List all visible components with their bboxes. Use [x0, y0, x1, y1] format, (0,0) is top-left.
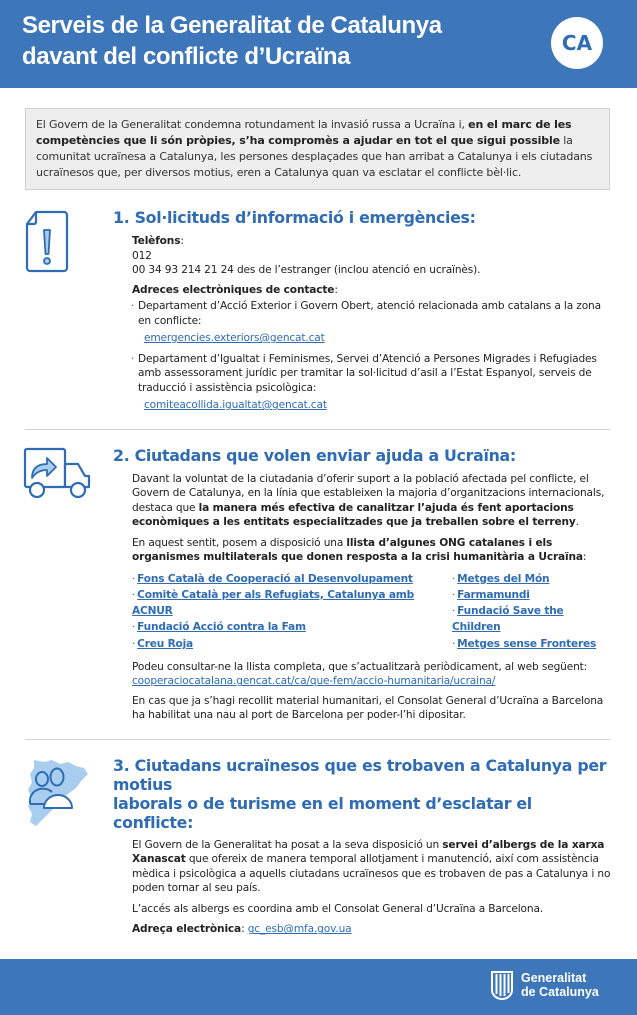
ngo-item	[132, 619, 442, 635]
ngo-link[interactable]: Farmamundi	[457, 588, 530, 601]
colon: :	[241, 923, 245, 936]
section-3-body	[113, 838, 612, 937]
hostels-paragraph	[132, 838, 612, 896]
section-2-title: 2. Ciutadans que volen enviar ajuda a Ucraïna:	[113, 445, 516, 465]
language-badge[interactable]: CA	[551, 17, 603, 69]
logo-line1: Generalitat	[521, 970, 587, 985]
ngo-item	[452, 571, 612, 587]
intro-text-end: la comunitat ucraïnesa a Catalunya, les persones desplaçades que han arribat a Catalunya i els ciutadans ucraïnesos que, per diversos motius, eren a Catalunya quan va esclatar el conflicte bèl·lic.	[36, 134, 593, 179]
aid-paragraph	[132, 472, 612, 530]
ngo-item	[452, 636, 612, 652]
colon: :	[180, 235, 184, 247]
text: El Govern de la Generalitat ha posat a la seva disposició un	[132, 838, 443, 851]
page-title-line1: Serveis de la Generalitat de Catalunya	[22, 12, 442, 39]
bullet-icon: ·	[452, 572, 456, 585]
section-1-icon-column	[22, 208, 113, 278]
bullet-icon: ·	[131, 300, 135, 312]
bullet-icon: ·	[132, 588, 136, 601]
section-2-content	[113, 446, 612, 729]
text: :	[582, 551, 587, 563]
material-paragraph: En cas que ja s’hagi recollit material humanitari, el Consolat General d’Ucraïna a Barcelona ha habilitat una nau al port de Barcelona per poder-l’hi dipositar.	[132, 694, 604, 722]
bold-text: llista d’algunes ONG catalanes i els organismes multilaterals que donen resposta a la crisi humanitària a Ucraïna	[132, 536, 583, 563]
section-1-title: 1. Sol·licituds d’informació i emergències:	[113, 208, 476, 227]
section-1-content	[113, 208, 612, 419]
intro-box	[25, 108, 610, 190]
header-banner	[0, 0, 637, 88]
bullet-icon: ·	[132, 572, 136, 585]
ngo-link[interactable]: Metges del Món	[457, 572, 550, 585]
text: Davant la voluntat de la ciutadania d’oferir suport a la població afectada pel conflicte, el Govern de Catalunya, en la línia que estableixen la majoria d’organitzacions internacionals, destaca que	[132, 472, 605, 514]
section-3-title	[113, 756, 612, 832]
bullet-icon: ·	[132, 621, 136, 634]
section-3-icon-column	[22, 756, 113, 832]
contact-description: Departament d’Igualtat i Feminismes, Servei d’Atenció a Persones Migrades i Refugiades amb assessorament jurídic per tramitar la sol·licitud d’asil a l’Estat Espanyol, serveis de traducció i assistència psicològica:	[138, 352, 597, 394]
generalitat-logo[interactable]	[489, 970, 609, 1004]
phone-number-2: 00 34 93 214 21 24 des de l’estranger (inclou atenció en ucraïnès).	[132, 264, 481, 276]
page-title-line2: davant del conflicte d’Ucraïna	[22, 43, 351, 70]
ngo-item	[452, 587, 612, 603]
section-3-title-line1: 3. Ciutadans ucraïnesos que es trobaven a Catalunya per motius	[113, 755, 607, 794]
ngo-link[interactable]: Fundació Save the Children	[452, 605, 564, 634]
access-paragraph: L’accés als albergs es coordina amb el Consolat General d’Ucraïna a Barcelona.	[132, 902, 544, 915]
phone-number-1: 012	[132, 249, 152, 262]
cooperation-web-link[interactable]: cooperaciocatalana.gencat.cat/ca/que-fem/accio-humanitaria/ucraina/	[132, 675, 496, 688]
bullet-icon: ·	[131, 352, 135, 365]
text: En aquest sentit, posem a disposició una	[132, 536, 347, 549]
ngo-link[interactable]: Creu Roja	[137, 637, 194, 650]
bold-text: la manera més efectiva de canalitzar l’ajuda és fent aportacions econòmiques a les entitats especialitzades que ja treballen sobre el terreny	[132, 501, 576, 528]
ngo-item	[132, 636, 442, 652]
bullet-icon: ·	[452, 605, 456, 618]
delivery-truck-icon	[22, 446, 94, 500]
phones-label: Telèfons	[132, 235, 181, 247]
contact-item	[132, 352, 612, 413]
ngo-link[interactable]: Fons Català de Cooperació al Desenvolupament	[137, 572, 413, 585]
logo-text	[521, 971, 599, 999]
text: Podeu consultar-ne la llista completa, que s’actualitzarà periòdicament, al web següent:	[132, 660, 588, 673]
bold-text: servei d’albergs de la xarxa Xanascat	[132, 838, 605, 866]
ngo-item	[452, 603, 612, 636]
ngo-list-right	[452, 571, 612, 652]
full-list-paragraph	[132, 660, 612, 689]
section-ukrainian-citizens	[0, 740, 637, 953]
document-alert-icon	[24, 210, 70, 274]
email-link[interactable]: comiteacollida.igualtat@gencat.cat	[144, 399, 327, 411]
email-paragraph	[132, 922, 612, 937]
section-2-body	[113, 472, 612, 723]
section-3-title-line2: laborals o de turisme en el moment d’esclatar el conflicte:	[113, 793, 532, 832]
contact-description: Departament d’Acció Exterior i Govern Obert, atenció relacionada amb catalans a la zona en conflicte:	[138, 300, 601, 327]
section-1-body	[113, 234, 612, 413]
footer-banner	[0, 959, 637, 1015]
intro-bold-text: en el marc de les competències que li són pròpies, s’ha compromès a ajudar en tot el que sigui possible	[36, 118, 572, 147]
ngo-lists	[132, 571, 612, 652]
bullet-icon: ·	[452, 588, 456, 601]
people-catalonia-map-icon	[22, 756, 92, 828]
section-information-emergencies	[0, 190, 637, 429]
section-2-icon-column	[22, 446, 113, 504]
contact-item	[132, 299, 612, 346]
ngo-list-left	[132, 571, 442, 652]
intro-text: El Govern de la Generalitat condemna rotundament la invasió russa a Ucraïna i,	[36, 118, 469, 131]
section-send-aid	[0, 430, 637, 739]
bullet-icon: ·	[452, 637, 456, 650]
ngo-link[interactable]: Fundació Acció contra la Fam	[137, 621, 306, 634]
email-link[interactable]: emergencies.exteriors@gencat.cat	[144, 332, 325, 344]
ngo-item	[132, 571, 442, 587]
ngo-link[interactable]: Metges sense Fronteres	[457, 637, 597, 650]
page-title	[22, 10, 442, 72]
generalitat-emblem-icon	[489, 970, 515, 1000]
logo-line2: de Catalunya	[521, 984, 599, 999]
ngo-intro-paragraph	[132, 536, 612, 565]
consulate-email-link[interactable]: gc_esb@mfa.gov.ua	[247, 923, 352, 936]
emails-label: Adreces electròniques de contacte	[132, 283, 335, 296]
ngo-item	[132, 587, 442, 620]
email-label: Adreça electrònica	[132, 923, 242, 936]
colon: :	[334, 283, 338, 296]
bullet-icon: ·	[132, 637, 136, 650]
text: .	[575, 516, 579, 528]
ngo-link[interactable]: Comitè Català per als Refugiats, Catalunya amb ACNUR	[132, 588, 414, 618]
text: que ofereix de manera temporal allotjament i manutenció, així com assistència mèdica i psicològica a aquells ciutadans ucraïnesos que es trobaven de pas a Catalunya i no poden tornar al seu país.	[132, 853, 611, 895]
